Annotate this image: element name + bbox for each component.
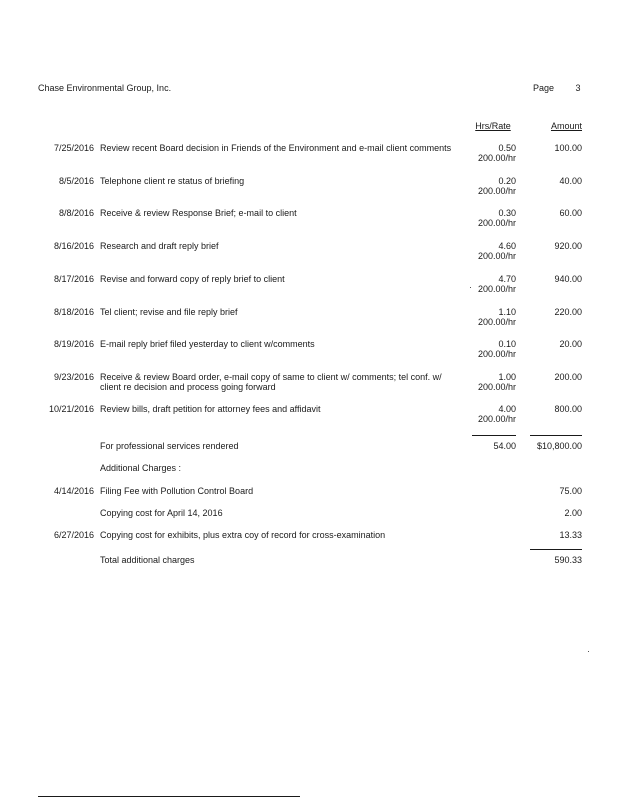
charge-description: Copying cost for April 14, 2016 <box>100 508 223 518</box>
entry-description: Research and draft reply brief <box>100 241 219 251</box>
entry-hours-rate <box>470 143 516 163</box>
additional-total-amount: 590.33 <box>554 555 582 565</box>
time-entry-row <box>0 307 618 337</box>
entry-description: Receive & review Board order, e-mail copy of same to client w/ comments; tel conf. w/ client re decision and process going forward <box>100 372 442 392</box>
entry-date: 8/16/2016 <box>53 241 94 251</box>
entry-amount: 940.00 <box>554 274 582 284</box>
entry-rate: 200.00/hr <box>477 186 516 196</box>
entry-date: 7/25/2016 <box>53 143 94 153</box>
entry-description: Revise and forward copy of reply brief to client <box>100 274 285 284</box>
entry-rate: 200.00/hr <box>477 382 516 392</box>
entry-hours: 0.10 <box>498 339 516 349</box>
entry-amount: 920.00 <box>554 241 582 251</box>
entry-description: Review bills, draft petition for attorney fees and affidavit <box>100 404 321 414</box>
entry-rate: 200.00/hr <box>477 414 516 424</box>
entry-hours: 0.30 <box>498 208 516 218</box>
charge-date: 4/14/2016 <box>53 486 94 496</box>
charge-description: Copying cost for exhibits, plus extra coy of record for cross-examination <box>100 530 386 540</box>
time-entry-row <box>0 404 618 434</box>
entry-hours: 4.60 <box>498 241 516 251</box>
firm-name: Chase Environmental Group, Inc. <box>38 83 172 93</box>
charge-amount: 2.00 <box>564 508 582 518</box>
charge-amount: 75.00 <box>559 486 582 496</box>
entry-rate: 200.00/hr <box>477 251 516 261</box>
entry-rate: 200.00/hr <box>477 284 516 294</box>
entry-description: Tel client; revise and file reply brief <box>100 307 238 317</box>
entry-hours-rate <box>470 339 516 359</box>
additional-total-row <box>0 555 618 585</box>
entry-amount: 200.00 <box>554 372 582 382</box>
professional-total-hours: 54.00 <box>493 441 516 451</box>
column-header-hrs-rate: Hrs/Rate <box>475 121 511 131</box>
entry-amount: 40.00 <box>559 176 582 186</box>
amount-total-rule <box>530 435 582 436</box>
entry-description: E-mail reply brief filed yesterday to client w/comments <box>100 339 315 349</box>
entry-rate: 200.00/hr <box>477 153 516 163</box>
entry-date: 8/19/2016 <box>53 339 94 349</box>
page-number: 3 <box>575 83 581 93</box>
additional-total-rule <box>530 549 582 550</box>
time-entry-row <box>0 143 618 173</box>
entry-date: 8/18/2016 <box>53 307 94 317</box>
additional-charges-heading: Additional Charges : <box>100 463 182 473</box>
scan-speck <box>470 287 471 288</box>
entry-description: Review recent Board decision in Friends of the Environment and e-mail client comments <box>100 143 452 153</box>
entry-hours-rate <box>470 241 516 261</box>
page-label: Page <box>533 83 555 93</box>
entry-hours-rate <box>470 307 516 327</box>
scan-speck <box>588 651 589 652</box>
entry-hours: 1.00 <box>498 372 516 382</box>
entry-date: 10/21/2016 <box>48 404 94 414</box>
time-entry-row <box>0 208 618 238</box>
charge-description: Filing Fee with Pollution Control Board <box>100 486 254 496</box>
entry-description: Receive & review Response Brief; e-mail to client <box>100 208 297 218</box>
professional-total-label: For professional services rendered <box>100 441 239 451</box>
time-entry-row <box>0 339 618 369</box>
entry-hours-rate <box>470 208 516 228</box>
entry-date: 8/5/2016 <box>58 176 94 186</box>
entry-date: 8/8/2016 <box>58 208 94 218</box>
charge-amount: 13.33 <box>559 530 582 540</box>
entry-rate: 200.00/hr <box>477 349 516 359</box>
time-entry-row <box>0 274 618 304</box>
time-entry-row <box>0 176 618 206</box>
hours-total-rule <box>472 435 516 436</box>
entry-hours-rate <box>470 176 516 196</box>
entry-hours: 0.50 <box>498 143 516 153</box>
entry-hours-rate <box>470 274 516 294</box>
entry-hours-rate <box>470 372 516 392</box>
entry-date: 8/17/2016 <box>53 274 94 284</box>
page-indicator <box>533 83 581 93</box>
entry-amount: 100.00 <box>554 143 582 153</box>
entry-hours: 4.70 <box>498 274 516 284</box>
time-entry-row <box>0 372 618 402</box>
entry-hours: 1.10 <box>498 307 516 317</box>
entry-amount: 800.00 <box>554 404 582 414</box>
charge-date: 6/27/2016 <box>53 530 94 540</box>
additional-total-label: Total additional charges <box>100 555 195 565</box>
entry-amount: 220.00 <box>554 307 582 317</box>
entry-date: 9/23/2016 <box>53 372 94 382</box>
entry-hours: 0.20 <box>498 176 516 186</box>
entry-amount: 20.00 <box>559 339 582 349</box>
entry-rate: 200.00/hr <box>477 317 516 327</box>
time-entry-row <box>0 241 618 271</box>
entry-description: Telephone client re status of briefing <box>100 176 245 186</box>
column-header-amount: Amount <box>550 121 582 131</box>
entry-amount: 60.00 <box>559 208 582 218</box>
entry-hours-rate <box>470 404 516 424</box>
entry-hours: 4.00 <box>498 404 516 414</box>
professional-total-amount: $10,800.00 <box>536 441 582 451</box>
footnote-rule <box>38 796 300 797</box>
entry-rate: 200.00/hr <box>477 218 516 228</box>
